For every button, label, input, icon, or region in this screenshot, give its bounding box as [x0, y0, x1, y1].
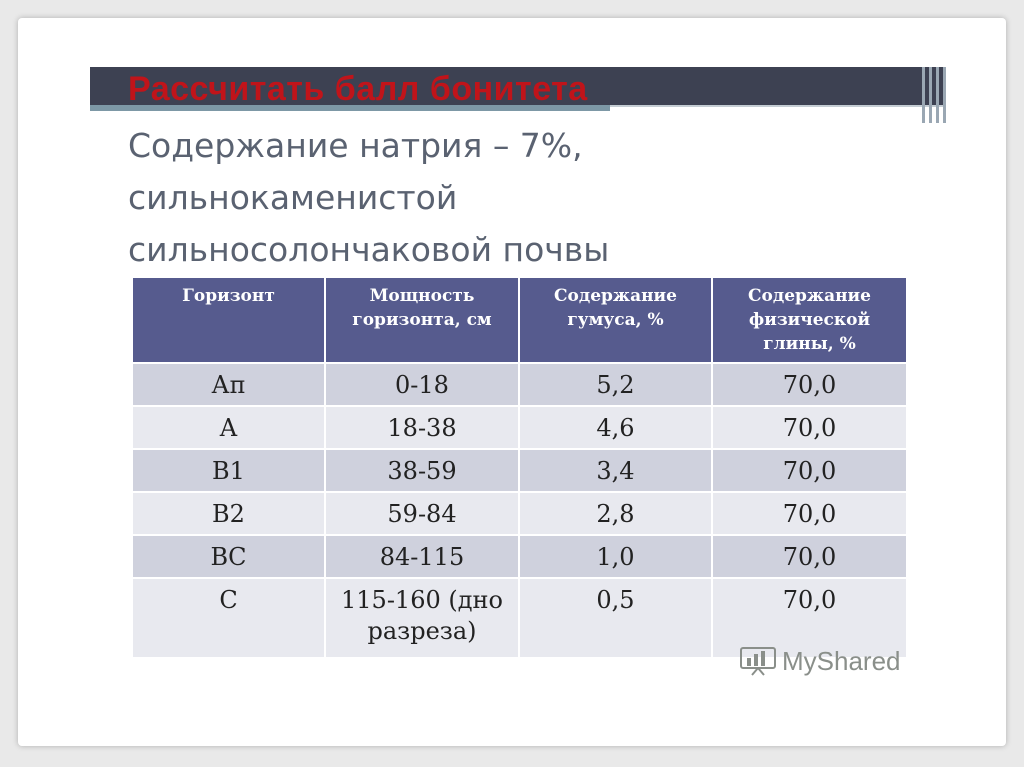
cell-clay: 70,0	[712, 406, 906, 449]
watermark-text: MyShared	[782, 645, 901, 676]
slide-title: Рассчитать балл бонитета	[128, 70, 588, 108]
cell-humus: 1,0	[519, 535, 712, 578]
myshared-watermark	[740, 644, 901, 678]
header-stripes	[914, 67, 946, 123]
cell-thickness: 0-18	[325, 363, 519, 406]
cell-humus: 0,5	[519, 578, 712, 657]
cell-horizon: В1	[133, 449, 325, 492]
slide-subtitle: Содержание натрия – 7%, сильнокаменистой сильносолончаковой почвы	[128, 126, 610, 269]
table-row	[133, 406, 906, 449]
cell-clay: 70,0	[712, 449, 906, 492]
cell-thickness: 84-115	[325, 535, 519, 578]
cell-horizon: В2	[133, 492, 325, 535]
cell-humus: 4,6	[519, 406, 712, 449]
cell-clay: 70,0	[712, 363, 906, 406]
cell-clay: 70,0	[712, 535, 906, 578]
cell-horizon: А	[133, 406, 325, 449]
chart-icon	[740, 646, 776, 676]
cell-horizon: С	[133, 578, 325, 657]
cell-horizon: Ап	[133, 363, 325, 406]
soil-horizons-table	[133, 278, 906, 657]
header-clay: Содержание физической глины, %	[712, 278, 906, 363]
cell-thickness: 38-59	[325, 449, 519, 492]
table-row	[133, 492, 906, 535]
header-horizon: Горизонт	[133, 278, 325, 363]
header-light-line	[610, 105, 946, 107]
table-row	[133, 449, 906, 492]
cell-clay: 70,0	[712, 492, 906, 535]
cell-humus: 2,8	[519, 492, 712, 535]
table-header-row	[133, 278, 906, 363]
cell-thickness: 59-84	[325, 492, 519, 535]
cell-clay: 70,0	[712, 578, 906, 657]
header-thickness: Мощность горизонта, см	[325, 278, 519, 363]
cell-thickness: 115-160 (дно разреза)	[325, 578, 519, 657]
table-row	[133, 363, 906, 406]
table-row	[133, 535, 906, 578]
cell-horizon: ВС	[133, 535, 325, 578]
cell-thickness: 18-38	[325, 406, 519, 449]
cell-humus: 3,4	[519, 449, 712, 492]
header-humus: Содержание гумуса, %	[519, 278, 712, 363]
cell-humus: 5,2	[519, 363, 712, 406]
